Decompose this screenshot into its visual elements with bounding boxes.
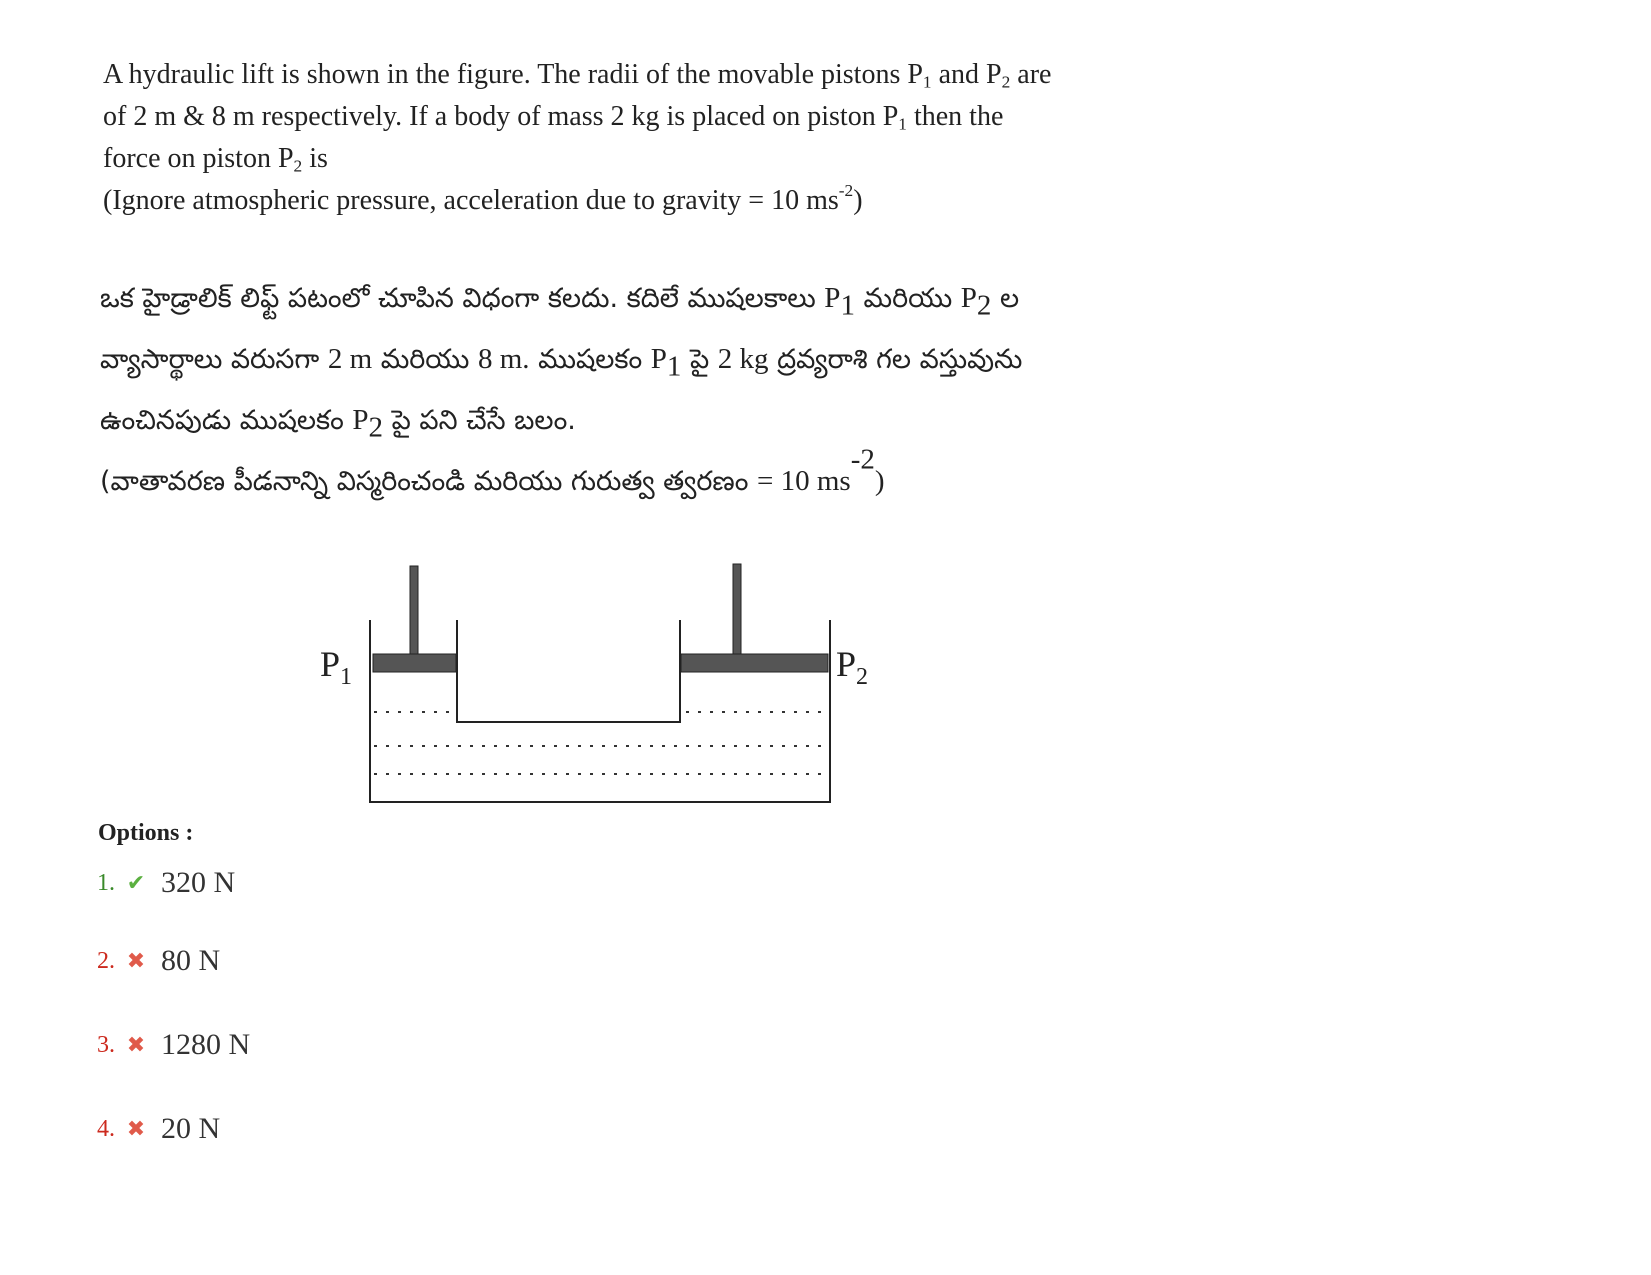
label-p2: $P_2$ bbox=[836, 644, 869, 690]
cross-icon: ✖ bbox=[126, 948, 146, 974]
question-note: (Ignore atmospheric pressure, acceleration due to gravity = 10 $ms^{-2}$) bbox=[103, 180, 863, 216]
question-line: A hydraulic lift is shown in the figure. The radii of the movable pistons $P_1$ and $P_2$ are bbox=[103, 59, 1052, 92]
option-1[interactable] bbox=[97, 866, 235, 900]
question-english bbox=[103, 54, 1253, 222]
question-line: వ్యాసార్థాలు వరుసగా 2 m మరియు 8 m. ముషలకం $P_1$ పై 2 kg ద్రవ్యరాశి గల వస్తువును bbox=[100, 343, 1023, 383]
option-number: 2. bbox=[97, 947, 115, 974]
option-number: 3. bbox=[97, 1031, 115, 1058]
option-text: 20 N bbox=[161, 1112, 221, 1145]
cross-icon: ✖ bbox=[126, 1116, 146, 1142]
question-line: ఒక హైడ్రాలిక్ లిఫ్ట్ పటంలో చూపిన విధంగా కలదు. కదిలే ముషలకాలు $P_1$ మరియు $P_2$ ల bbox=[100, 282, 1020, 322]
option-number: 4. bbox=[97, 1115, 115, 1142]
check-icon: ✔ bbox=[126, 870, 146, 896]
hydraulic-lift-figure bbox=[310, 540, 870, 825]
question-telugu bbox=[100, 268, 1250, 512]
option-4[interactable] bbox=[97, 1112, 220, 1146]
option-text: 80 N bbox=[161, 944, 221, 977]
option-text: 320 N bbox=[161, 866, 236, 899]
hydraulic-lift-diagram bbox=[310, 540, 870, 820]
question-line: of 2 m & 8 m respectively. If a body of mass 2 kg is placed on piston $P_1$ then the bbox=[103, 101, 1004, 134]
options-label: Options : bbox=[98, 820, 194, 846]
question-line: ఉంచినపుడు ముషలకం $P_2$ పై పని చేసే బలం. bbox=[100, 404, 576, 444]
piston-p1 bbox=[373, 654, 456, 672]
option-text: 1280 N bbox=[161, 1028, 251, 1061]
cross-icon: ✖ bbox=[126, 1032, 146, 1058]
label-p1: $P_1$ bbox=[320, 644, 353, 690]
piston-p2-rod bbox=[733, 564, 741, 654]
question-line: force on piston $P_2$ is bbox=[103, 143, 328, 176]
option-2[interactable] bbox=[97, 944, 220, 978]
option-number: 1. bbox=[97, 869, 115, 896]
piston-p2 bbox=[681, 654, 828, 672]
piston-p1-rod bbox=[410, 566, 418, 654]
question-note: (వాతావరణ పీడనాన్ని విస్మరించండి మరియు గురుత్వ త్వరణం = 10 $ms^{-2}$) bbox=[100, 443, 885, 497]
option-3[interactable] bbox=[97, 1028, 250, 1062]
